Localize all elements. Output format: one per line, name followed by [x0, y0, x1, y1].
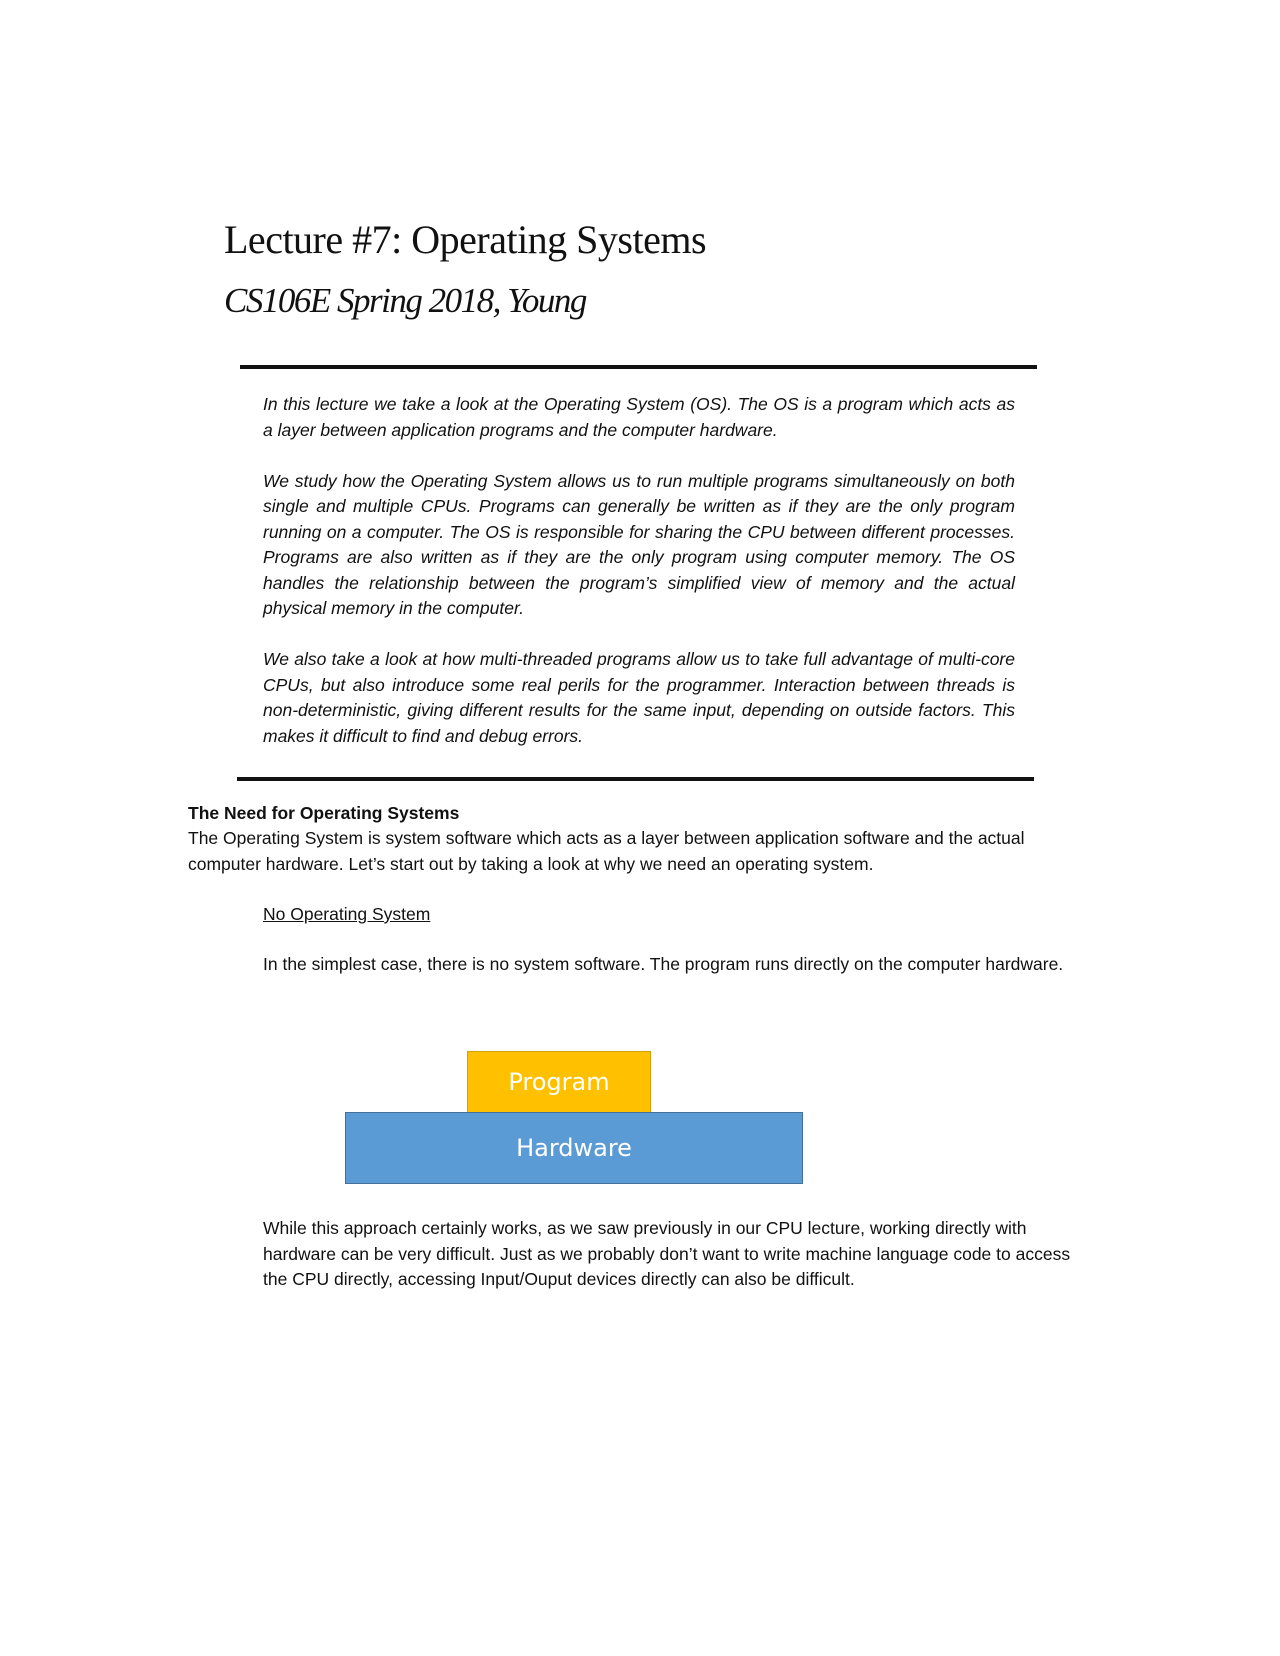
lecture-abstract: [263, 392, 1015, 749]
top-divider: [240, 365, 1037, 369]
abstract-paragraph: We study how the Operating System allows us to run multiple programs simultaneously on both single and multiple CPUs. Programs can generally be written as if they are the only program running on a computer. The OS is responsible for sharing the CPU between different processes. Programs are also written as if they are the only program using computer memory. The OS handles the relationship between the program’s simplified view of memory and the actual physical memory in the computer.: [263, 470, 1015, 618]
subsection-heading: No Operating System: [263, 904, 431, 924]
abstract-paragraph: In this lecture we take a look at the Operating System (OS). The OS is a program which acts as a layer between application programs and the computer hardware.: [263, 394, 1015, 440]
hardware-layer-label: Hardware: [516, 1134, 632, 1162]
section-intro-paragraph: The Operating System is system software which acts as a layer between application software and the actual computer hardware. Let’s start out by taking a look at why we need an operating system.: [188, 828, 1025, 874]
bottom-divider: [237, 777, 1034, 781]
program-layer-box: [467, 1051, 651, 1113]
program-layer-label: Program: [508, 1068, 610, 1096]
closing-paragraph: While this approach certainly works, as we saw previously in our CPU lecture, working directly with hardware can be very difficult. Just as we probably don’t want to write machine language code to access the CPU directly, accessing Input/Ouput devices directly can also be difficult.: [263, 1218, 1071, 1289]
hardware-layer-box: [345, 1112, 803, 1184]
lecture-title: Lecture #7: Operating Systems: [224, 217, 707, 262]
abstract-paragraph: We also take a look at how multi-threaded programs allow us to take full advantage of multi-core CPUs, but also introduce some real perils for the programmer. Interaction between threads is non-deterministic, giving different results for the same input, depending on outside factors. This makes it difficult to find and debug errors.: [263, 649, 1015, 746]
course-subtitle: CS106E Spring 2018, Young: [224, 281, 586, 320]
section-heading: The Need for Operating Systems: [188, 803, 460, 823]
simple-case-paragraph: In the simplest case, there is no system software. The program runs directly on the computer hardware.: [263, 954, 1064, 974]
